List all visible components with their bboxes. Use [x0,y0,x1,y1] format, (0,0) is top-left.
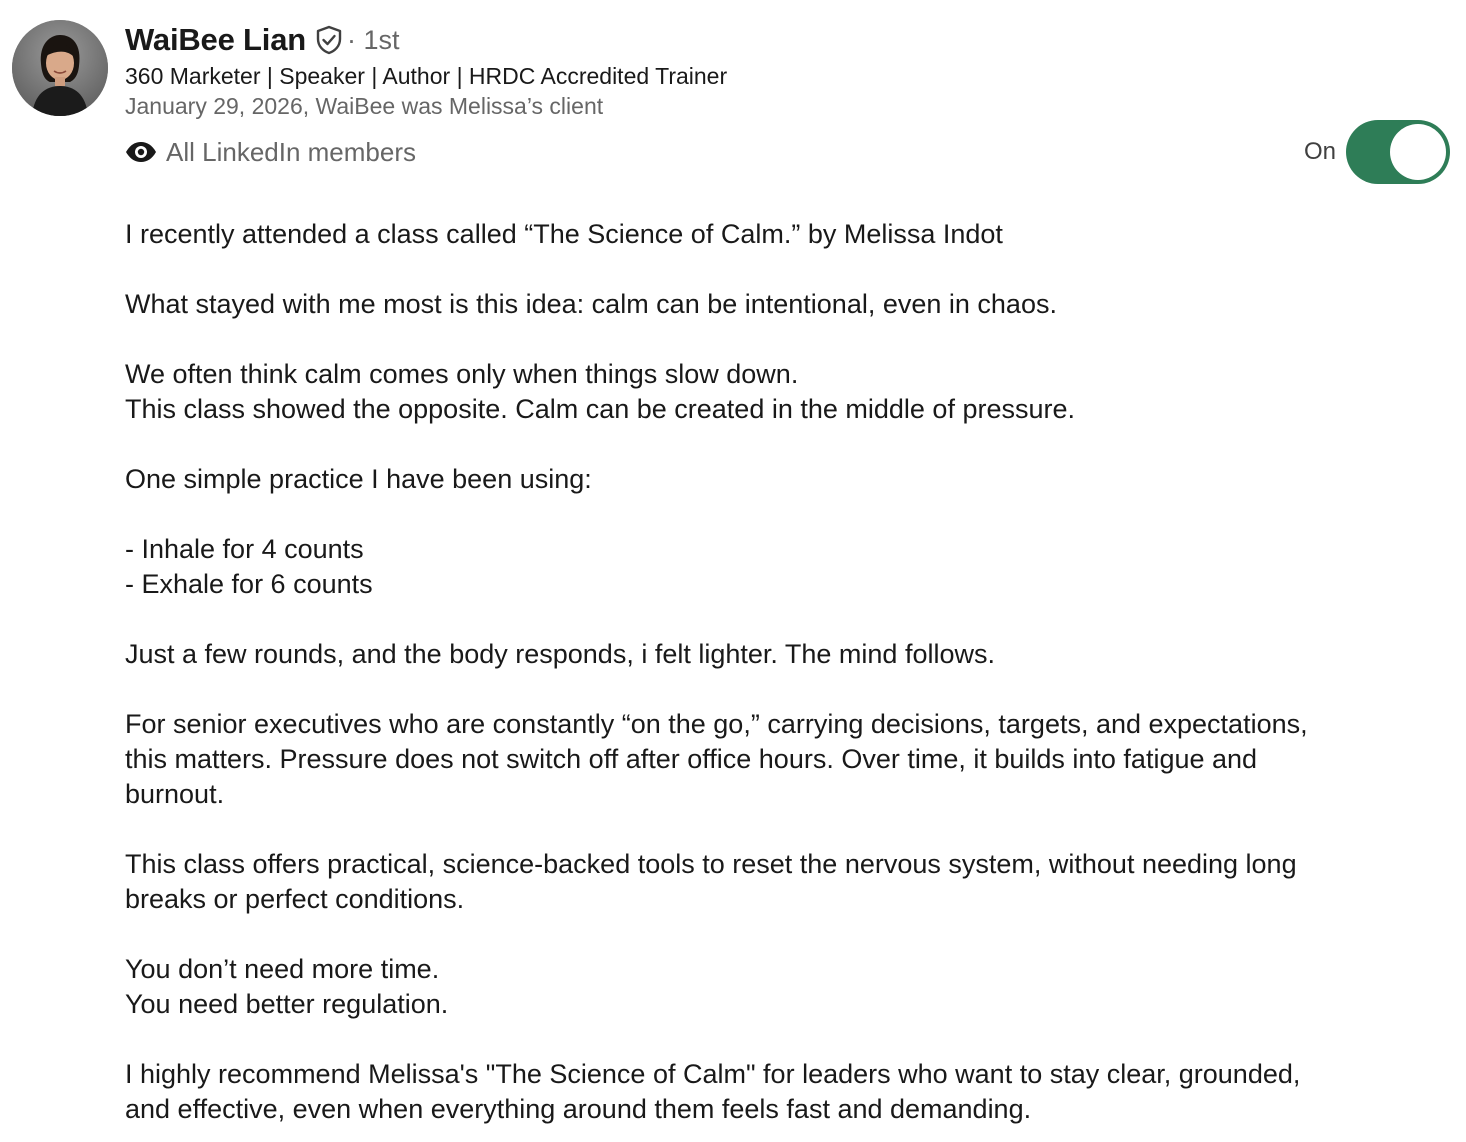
recommendation-line: You need better regulation. [125,989,449,1019]
toggle-label: On [1303,138,1336,165]
paragraph-gap [125,322,1425,357]
recommendation-line: - Exhale for 6 counts [125,569,373,599]
recommendation-line: One simple practice I have been using: [125,464,592,494]
show-recommendation-toggle[interactable] [1346,120,1450,184]
recommendation-line: burnout. [125,779,225,809]
paragraph-gap [125,497,1425,532]
paragraph-gap [125,427,1425,462]
recommendation-line: For senior executives who are constantly “on the go,” carrying decisions, targets, and expectations, [125,709,1308,739]
paragraph-gap [125,252,1425,287]
recommendation-meta: January 29, 2026, WaiBee was Melissa’s client [125,93,604,119]
recommender-name[interactable]: WaiBee Lian [125,22,306,57]
recommendation-line: This class offers practical, science-backed tools to reset the nervous system, without needing long [125,849,1297,879]
recommendation-line: this matters. Pressure does not switch off after office hours. Over time, it builds into fatigue and [125,744,1258,774]
recommendation-line: I highly recommend Melissa's "The Science of Calm" for leaders who want to stay clear, grounded, [125,1059,1301,1089]
recommendation-line: We often think calm comes only when things slow down. [125,359,799,389]
visibility-toggle-group [1304,120,1450,184]
paragraph-gap [125,917,1425,952]
paragraph-gap [125,602,1425,637]
visibility-setting [125,136,416,168]
recommendation-line: and effective, even when everything around them feels fast and demanding. [125,1094,1032,1124]
avatar[interactable] [12,20,108,116]
profile-photo [12,20,108,116]
recommendation-line: What stayed with me most is this idea: calm can be intentional, even in chaos. [125,289,1057,319]
recommendation-line: Just a few rounds, and the body responds, i felt lighter. The mind follows. [125,639,995,669]
connection-degree: · 1st [346,24,400,55]
recommendation-header [125,20,1446,121]
recommendation-line: You don’t need more time. [125,954,440,984]
recommendation-text [125,217,1425,1127]
paragraph-gap [125,672,1425,707]
recommendation-line: breaks or perfect conditions. [125,884,465,914]
name-row [125,20,1446,60]
paragraph-gap [125,1022,1425,1057]
paragraph-gap [125,812,1425,847]
shield-check-icon [315,25,343,55]
recommendation-line: I recently attended a class called “The Science of Calm.” by Melissa Indot [125,219,1003,249]
toggle-knob [1390,124,1446,180]
visibility-label: All LinkedIn members [166,136,416,167]
recommendation-line: This class showed the opposite. Calm can be created in the middle of pressure. [125,394,1075,424]
eye-icon [125,141,157,163]
recommendation-line: - Inhale for 4 counts [125,534,364,564]
recommender-headline: 360 Marketer | Speaker | Author | HRDC Accredited Trainer [125,63,728,89]
